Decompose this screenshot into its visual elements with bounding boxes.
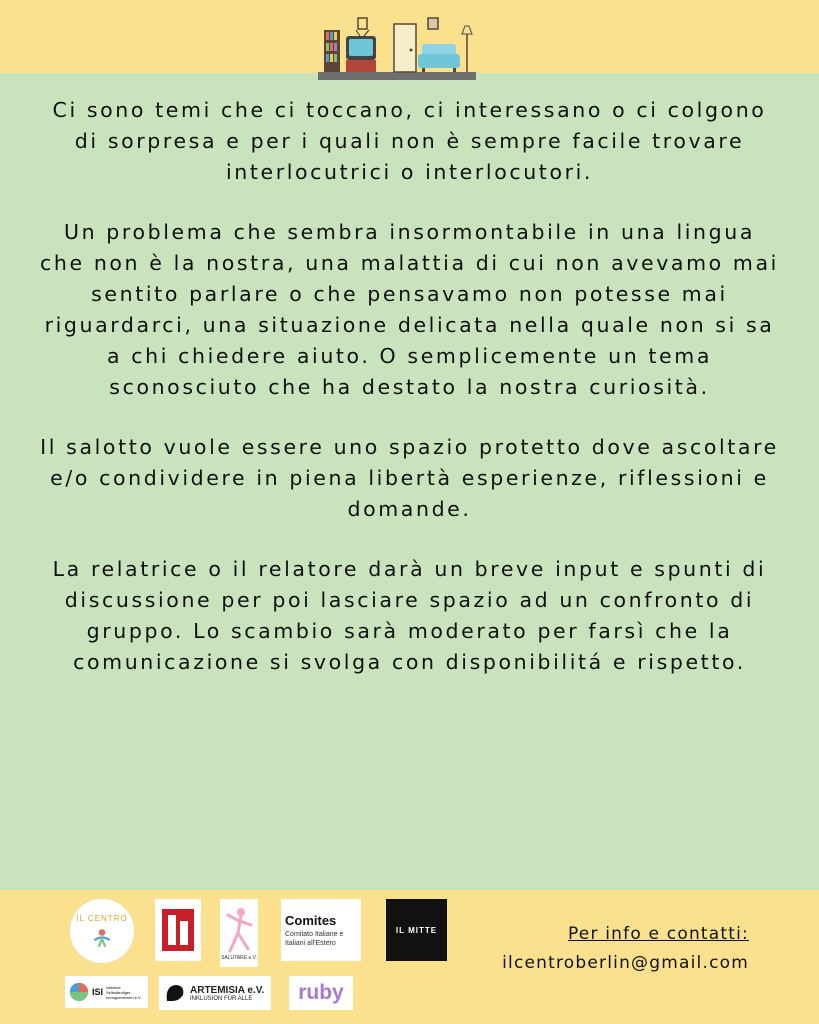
- red-emblem-icon: [158, 903, 198, 957]
- paragraph-problem: Un problema che sembra insormontabile in una lingua che non è la nostra, una malattia di cui non avevamo mai sentito parlare o che pensavamo non potesse mai riguardarci, una situazione delicata nella quale non si sa a chi chiedere aiuto. O semplicemente un tema sconosciuto che ha destato la nostra curiosità.: [40, 220, 779, 399]
- contact-email-link[interactable]: ilcentroberlin@gmail.com: [502, 953, 749, 973]
- ilcentro-logo: IL CENTRO: [69, 898, 135, 964]
- salutare-logo: SALUTARE e.V.: [220, 899, 258, 967]
- isi-circle-icon: [68, 981, 90, 1003]
- contact-heading: Per info e contatti:: [567, 924, 749, 944]
- paragraph-intro: Ci sono temi che ci toccano, ci interessano o ci colgono di sorpresa e per i quali non è sempre facile trovare interlocutrici o interlocutori.: [52, 98, 767, 184]
- paragraph-salotto: Il salotto vuole essere uno spazio protetto dove ascoltare e/o condividere in piena libertà esperienze, riflessioni e domande.: [40, 435, 779, 521]
- comites-subtitle: Comitato Italiane e Italiani all'Estero: [285, 930, 344, 947]
- red-logo: [155, 899, 201, 961]
- artemisia-logo: ARTEMISIA e.V. INKLUSION FÜR ALLE: [159, 976, 271, 1010]
- living-room-illustration: [316, 14, 478, 82]
- artemisia-head-icon: [163, 981, 187, 1005]
- comites-logo: [281, 899, 361, 961]
- dancer-icon: [224, 905, 254, 955]
- paragraph-moderation: La relatrice o il relatore darà un breve input e spunti di discussione per poi lasciare spazio ad un confronto di gruppo. Lo scambio sarà moderato per farsì che la comunicazione si svolga con disponibilitá e rispetto.: [52, 557, 767, 674]
- isi-logo: ISI Initiative Selbständiger Immigrantinnen e.V.: [65, 976, 148, 1008]
- figure-icon: [91, 927, 113, 949]
- ruby-logo: ruby: [289, 976, 353, 1010]
- ilmitte-logo: IL MITTE: [386, 899, 447, 961]
- comites-title: Comites: [285, 912, 337, 928]
- main-text: [40, 95, 779, 707]
